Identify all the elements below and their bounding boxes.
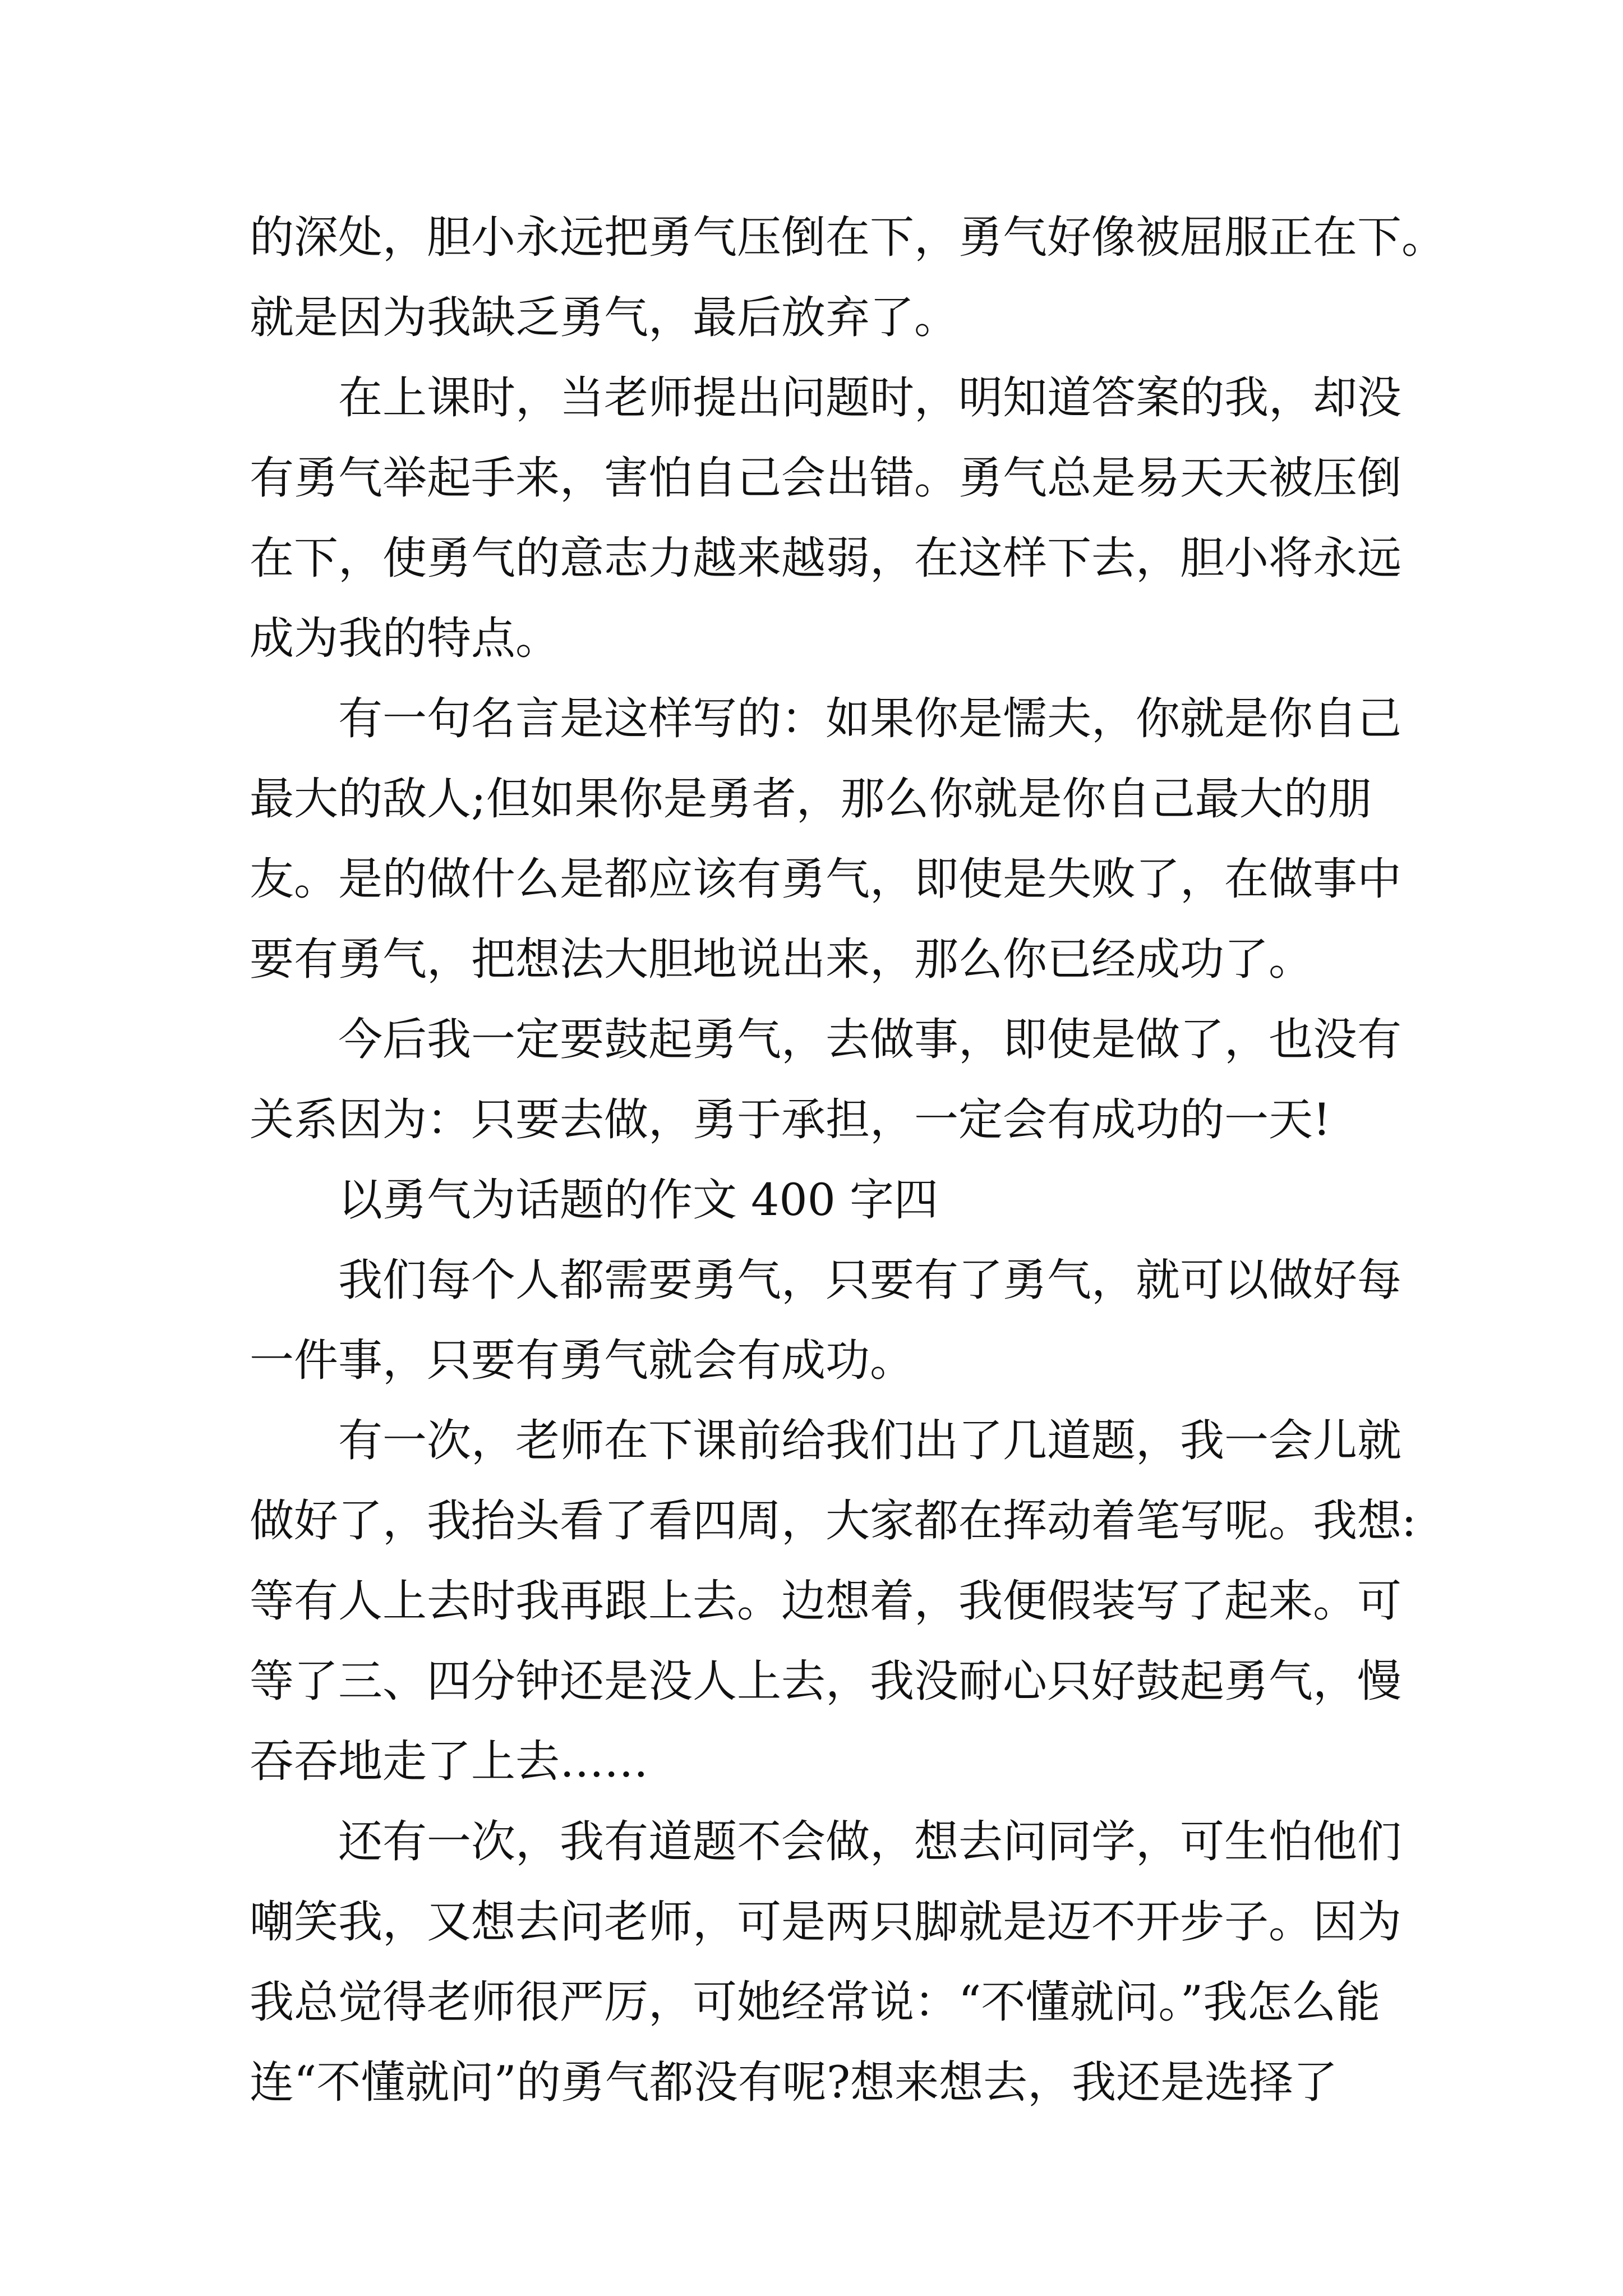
text-line: 友。是的做什么是都应该有勇气，即使是失败了，在做事中 bbox=[250, 853, 1401, 905]
paragraph-start-line: 今后我一定要鼓起勇气，去做事，即使是做了，也没有 bbox=[338, 1014, 1401, 1065]
text-line: 有勇气举起手来，害怕自己会出错。勇气总是易天天被压倒 bbox=[250, 452, 1401, 504]
essay-text bbox=[250, 197, 1446, 2123]
text-line: 就是因为我缺乏勇气，最后放弃了。 bbox=[250, 292, 958, 343]
paragraph-start-line: 有一句名言是这样写的：如果你是懦夫，你就是你自己 bbox=[338, 693, 1401, 744]
text-line: 吞吞地走了上去…… bbox=[250, 1736, 648, 1787]
text-line: 嘲笑我，又想去问老师，可是两只脚就是迈不开步子。因为 bbox=[250, 1896, 1401, 1948]
text-line: 最大的敌人;但如果你是勇者，那么你就是你自己最大的朋 bbox=[250, 773, 1372, 825]
text-line: 我总觉得老师很严厉，可她经常说：“不懂就问。”我怎么能 bbox=[250, 1976, 1381, 2028]
text-line: 等了三、四分钟还是没人上去，我没耐心只好鼓起勇气，慢 bbox=[250, 1655, 1401, 1707]
paragraph-start-line: 还有一次，我有道题不会做，想去问同学，可生怕他们 bbox=[338, 1816, 1401, 1867]
paragraph-start-line: 在上课时，当老师提出问题时，明知道答案的我，却没 bbox=[338, 372, 1401, 424]
section-heading: 以勇气为话题的作文 400 字四 bbox=[338, 1174, 939, 1226]
text-line: 连“不懂就问”的勇气都没有呢?想来想去，我还是选择了 bbox=[250, 2056, 1338, 2108]
text-line: 关系因为：只要去做，勇于承担，一定会有成功的一天! bbox=[250, 1094, 1331, 1145]
text-line: 一件事，只要有勇气就会有成功。 bbox=[250, 1335, 914, 1386]
paragraph-start-line: 我们每个人都需要勇气，只要有了勇气，就可以做好每 bbox=[338, 1254, 1401, 1306]
text-line: 等有人上去时我再跟上去。边想着，我便假装写了起来。可 bbox=[250, 1575, 1401, 1627]
text-line: 要有勇气，把想法大胆地说出来，那么你已经成功了。 bbox=[250, 933, 1313, 985]
text-line: 的深处，胆小永远把勇气压倒在下，勇气好像被屈服正在下。 bbox=[250, 211, 1446, 263]
text-line: 在下，使勇气的意志力越来越弱，在这样下去，胆小将永远 bbox=[250, 532, 1401, 584]
text-line: 做好了，我抬头看了看四周，大家都在挥动着笔写呢。我想: bbox=[250, 1495, 1417, 1547]
text-line: 成为我的特点。 bbox=[250, 613, 560, 664]
paragraph-start-line: 有一次，老师在下课前给我们出了几道题，我一会儿就 bbox=[338, 1415, 1401, 1466]
